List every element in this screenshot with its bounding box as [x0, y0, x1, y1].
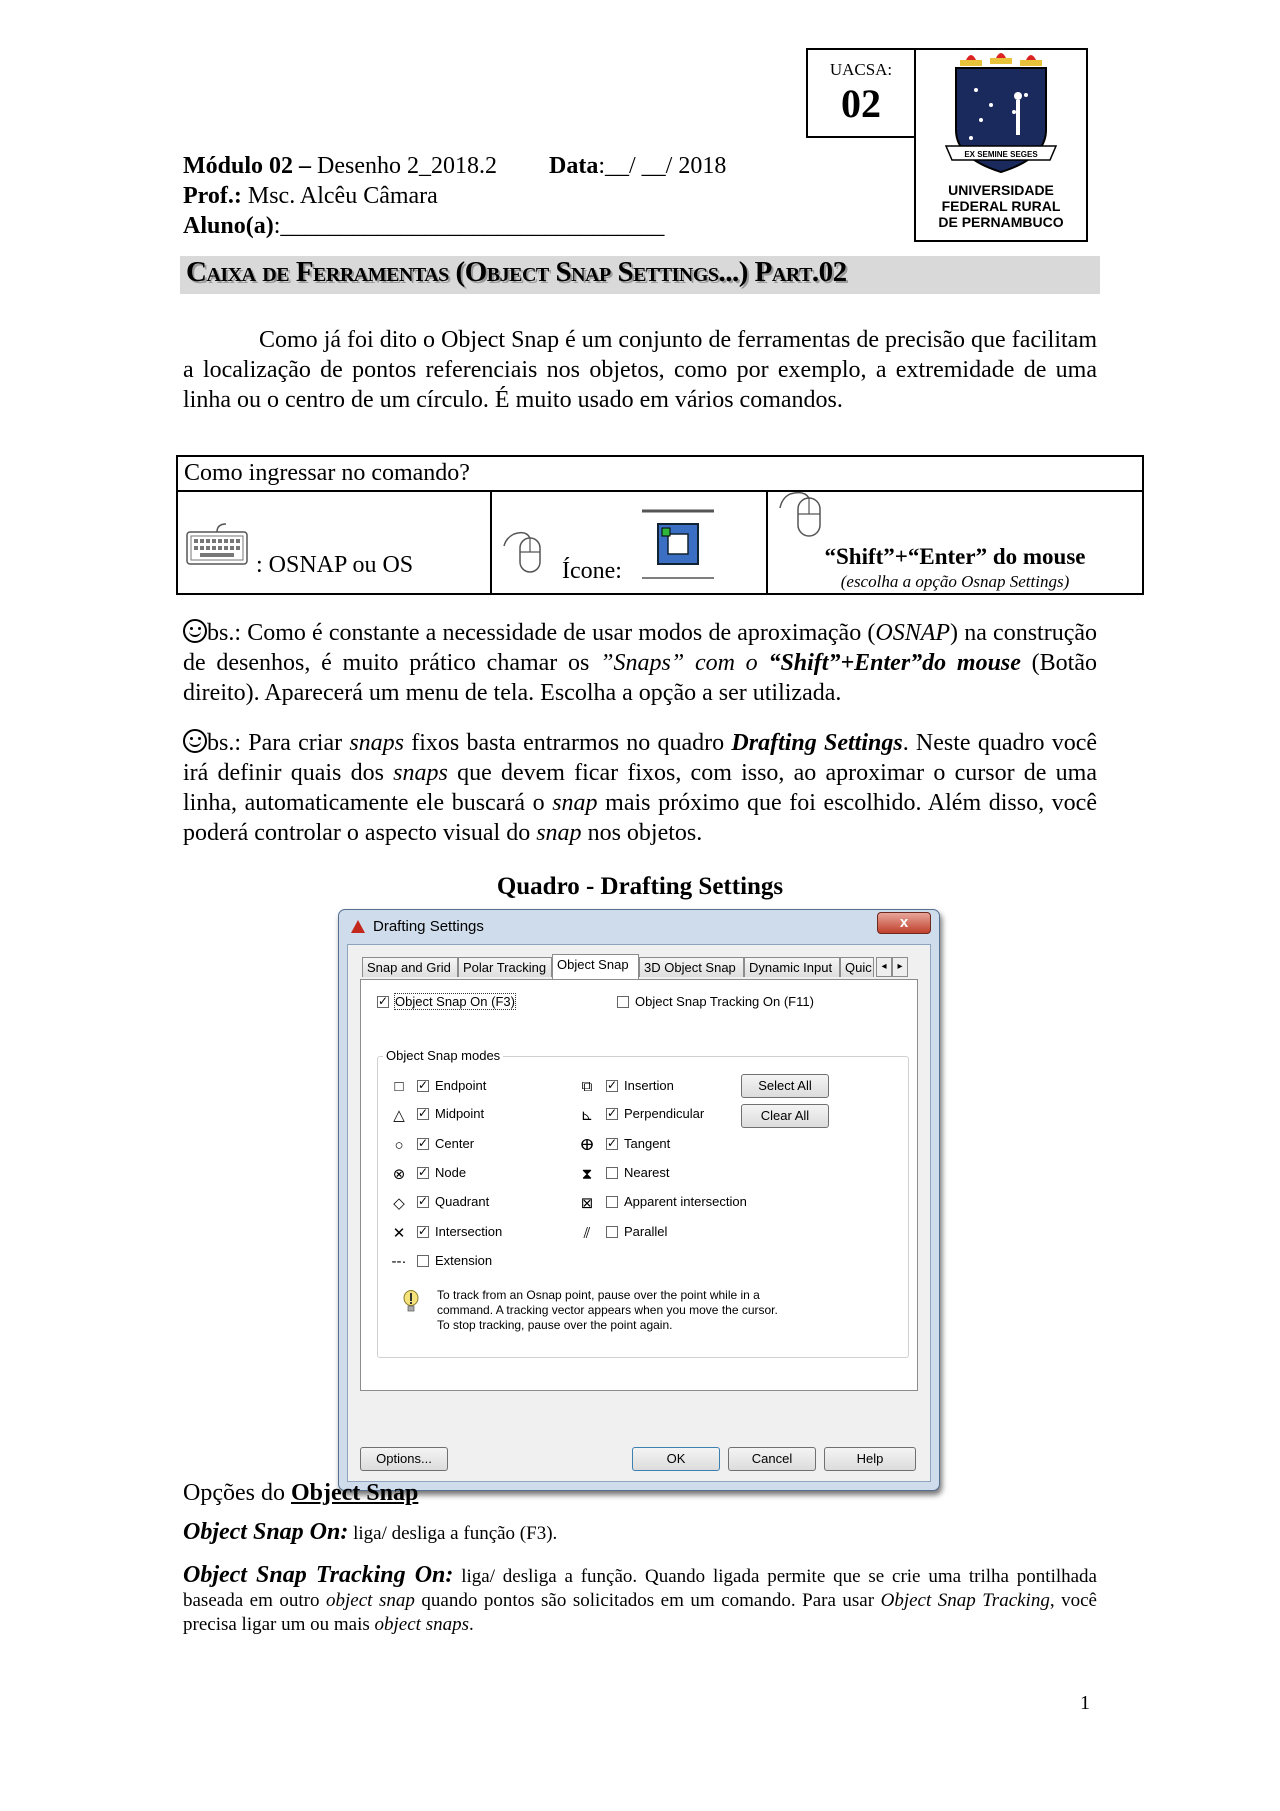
- data-label: Data: [549, 153, 599, 179]
- obs-text: fixos basta entrarmos no quadro: [404, 730, 732, 756]
- mouse-icon: [776, 490, 828, 542]
- option-desc: .: [469, 1614, 474, 1635]
- option-desc: quando pontos são solicitados em um comando. Para usar: [414, 1590, 881, 1611]
- extension-label: Extension: [435, 1253, 493, 1268]
- tab-scroll-right-icon[interactable]: ▸: [892, 957, 908, 977]
- option-emphasis: object snap: [326, 1590, 415, 1611]
- tab-polar-tracking[interactable]: Polar Tracking: [458, 957, 552, 977]
- tab-snap-and-grid[interactable]: Snap and Grid: [362, 957, 458, 977]
- obs-paragraph-2: [183, 728, 1097, 848]
- endpoint-label: Endpoint: [435, 1078, 487, 1093]
- object-snap-tracking-checkbox[interactable]: [617, 996, 629, 1008]
- options-heading-prefix: Opções do: [183, 1480, 291, 1506]
- parallel-label: Parallel: [624, 1224, 668, 1239]
- mouse-command-text: “Shift”+“Enter” do mouse: [824, 544, 1086, 569]
- intersection-label: Intersection: [435, 1224, 503, 1239]
- tracking-hint: [437, 1288, 837, 1333]
- smiley-icon: [183, 619, 207, 643]
- apparent-intersection-marker-icon: ⊠: [580, 1195, 594, 1212]
- mouse-cell: [768, 492, 1142, 593]
- option-object-snap-tracking: [183, 1563, 1097, 1637]
- node-marker-icon: ⊗: [392, 1166, 406, 1183]
- logo-text: [916, 182, 1086, 230]
- object-snap-settings-icon: [642, 508, 714, 580]
- tab-quick-properties[interactable]: Quic: [840, 957, 874, 977]
- obs-paragraph-1: [183, 618, 1097, 708]
- obs-prefix: bs.:: [207, 620, 242, 646]
- help-button[interactable]: Help: [824, 1447, 916, 1471]
- smiley-icon: [183, 729, 207, 753]
- parallel-checkbox[interactable]: [606, 1226, 618, 1238]
- midpoint-checkbox[interactable]: [417, 1108, 429, 1120]
- select-all-button[interactable]: Select All: [741, 1074, 829, 1098]
- logo-ribbon-text: EX SEMINE SEGES: [964, 150, 1038, 159]
- intersection-checkbox[interactable]: [417, 1226, 429, 1238]
- obs-emphasis: snap: [552, 790, 598, 816]
- prof-value: Msc. Alcêu Câmara: [241, 183, 438, 209]
- aluno-value: :________________________________: [273, 213, 665, 239]
- obs-text: mais próximo que foi escolhido. Além disso, você poderá controlar o aspecto visual do: [183, 790, 1097, 846]
- nearest-label: Nearest: [624, 1165, 670, 1180]
- insertion-checkbox[interactable]: [606, 1080, 618, 1092]
- option-desc: liga/ desliga a função. Quando ligada permite que se crie uma trilha pontilhada baseada em outro: [183, 1566, 1097, 1611]
- mouse-icon: [502, 530, 548, 580]
- option-object-snap-on: [183, 1520, 1097, 1546]
- endpoint-marker-icon: □: [394, 1078, 404, 1095]
- dialog-title: Drafting Settings: [373, 918, 484, 935]
- prof-line: [183, 183, 438, 210]
- node-label: Node: [435, 1165, 467, 1180]
- cancel-button[interactable]: Cancel: [728, 1447, 816, 1471]
- keyboard-icon: [186, 522, 248, 566]
- aluno-label: Aluno(a): [183, 213, 274, 239]
- ok-button[interactable]: OK: [632, 1447, 720, 1471]
- options-button[interactable]: Options...: [360, 1447, 448, 1471]
- quadrant-checkbox[interactable]: [417, 1196, 429, 1208]
- module-line: [183, 153, 726, 180]
- keyboard-command-text: : OSNAP ou OS: [256, 552, 414, 578]
- apparent-intersection-checkbox[interactable]: [606, 1196, 618, 1208]
- nearest-marker-icon: ⧗: [581, 1166, 593, 1183]
- drafting-settings-dialog: [338, 909, 940, 1491]
- object-snap-on-checkbox[interactable]: [377, 996, 389, 1008]
- node-checkbox[interactable]: [417, 1167, 429, 1179]
- logo-line: DE PERNAMBUCO: [938, 214, 1064, 230]
- obs-prefix: bs.:: [207, 730, 242, 756]
- icon-cell: [492, 492, 768, 593]
- option-term: Object Snap On:: [183, 1519, 349, 1545]
- clear-all-button[interactable]: Clear All: [741, 1104, 829, 1128]
- command-table: [176, 455, 1144, 595]
- tab-object-snap[interactable]: Object Snap: [552, 954, 639, 979]
- intro-paragraph: Como já foi dito o Object Snap é um conjunto de ferramentas de precisão que facilitam a localização de pontos referenciais nos objetos, como por exemplo, a extremidade de uma linha ou o centro de um círculo. É muito usado em vários comandos.: [183, 327, 1097, 413]
- obs-emphasis: ”Snaps” com o: [600, 650, 769, 676]
- modulo-label: Módulo 02 –: [183, 153, 312, 179]
- tangent-marker-icon: ⴲ: [580, 1137, 594, 1154]
- object-snap-on-label: Object Snap On (F3): [395, 994, 515, 1009]
- obs-text: . Neste quadro você irá definir quais dos: [183, 730, 1098, 786]
- logo-line: FEDERAL RURAL: [941, 198, 1061, 214]
- extension-marker-icon: --·: [391, 1253, 407, 1270]
- center-checkbox[interactable]: [417, 1138, 429, 1150]
- option-emphasis: Object Snap Tracking: [880, 1590, 1050, 1611]
- option-desc: , você precisa ligar um ou mais: [183, 1590, 1097, 1635]
- university-crest-icon: [916, 50, 1086, 180]
- uacsa-number: 02: [841, 81, 881, 126]
- icon-command-text: Ícone:: [562, 558, 622, 584]
- page-number: 1: [1080, 1692, 1090, 1714]
- hint-line: command. A tracking vector appears when you move the cursor.: [437, 1303, 778, 1317]
- close-button[interactable]: x: [877, 912, 931, 934]
- options-heading: [183, 1480, 418, 1507]
- parallel-marker-icon: ⫽: [583, 1225, 591, 1242]
- uacsa-box: [806, 48, 916, 138]
- command-table-heading: Como ingressar no comando?: [178, 457, 1142, 492]
- lightbulb-icon: [403, 1290, 419, 1314]
- insertion-marker-icon: ⧉: [581, 1078, 593, 1095]
- uacsa-label: UACSA:: [829, 60, 893, 79]
- obs-text: ) na construção de desenhos, é muito prático chamar os: [183, 620, 1097, 676]
- endpoint-checkbox[interactable]: [417, 1080, 429, 1092]
- option-term: Object Snap Tracking On:: [183, 1562, 454, 1588]
- prof-label: Prof.:: [183, 183, 242, 209]
- autocad-app-icon: [351, 920, 365, 933]
- mouse-command-note: (escolha a opção Osnap Settings): [840, 572, 1070, 591]
- obs-emphasis: OSNAP: [875, 620, 951, 646]
- option-desc: liga/ desliga a função (F3).: [348, 1523, 558, 1544]
- logo-line: UNIVERSIDADE: [948, 182, 1054, 198]
- tangent-checkbox[interactable]: [606, 1138, 618, 1150]
- page-title: Caixa de Ferramentas (Object Snap Settings...) Part.02: [186, 256, 847, 288]
- quadrant-label: Quadrant: [435, 1194, 490, 1209]
- options-heading-title: Object Snap: [290, 1480, 419, 1506]
- center-label: Center: [435, 1136, 475, 1151]
- object-snap-modes-label: Object Snap modes: [383, 1048, 503, 1063]
- obs-text: (Botão direito). Aparecerá um menu de tela. Escolha a opção a ser utilizada.: [183, 650, 1097, 706]
- perpendicular-checkbox[interactable]: [606, 1108, 618, 1120]
- perpendicular-marker-icon: ⊾: [580, 1107, 594, 1124]
- midpoint-marker-icon: △: [393, 1107, 405, 1124]
- hint-line: To track from an Osnap point, pause over the point while in a: [437, 1288, 760, 1302]
- center-marker-icon: ○: [394, 1137, 404, 1154]
- object-snap-tracking-label: Object Snap Tracking On (F11): [635, 994, 814, 1009]
- insertion-label: Insertion: [624, 1078, 674, 1093]
- obs-text: nos objetos.: [581, 820, 703, 846]
- option-emphasis: object snaps: [374, 1614, 469, 1635]
- university-logo: [914, 48, 1088, 242]
- tangent-label: Tangent: [624, 1136, 671, 1151]
- aluno-line: [183, 213, 664, 240]
- dialog-body: [347, 944, 931, 1482]
- perpendicular-label: Perpendicular: [624, 1106, 705, 1121]
- extension-checkbox[interactable]: [417, 1255, 429, 1267]
- obs-strong-emphasis: Drafting Settings: [731, 730, 903, 756]
- obs-emphasis: snaps: [393, 760, 448, 786]
- hint-line: To stop tracking, pause over the point again.: [437, 1318, 673, 1332]
- nearest-checkbox[interactable]: [606, 1167, 618, 1179]
- data-value: :__/ __/ 2018: [598, 153, 727, 179]
- tab-dynamic-input[interactable]: Dynamic Input: [744, 957, 840, 977]
- obs-strong-emphasis: “Shift”+Enter”do mouse: [768, 650, 1021, 676]
- tab-3d-object-snap[interactable]: 3D Object Snap: [639, 957, 744, 977]
- intersection-marker-icon: ✕: [392, 1225, 406, 1242]
- object-snap-panel: [360, 979, 918, 1391]
- tab-scroll-left-icon[interactable]: ◂: [876, 957, 892, 977]
- keyboard-cell: [178, 492, 492, 593]
- obs-text: Para criar: [241, 730, 350, 756]
- obs-emphasis: snap: [536, 820, 582, 846]
- quadrant-marker-icon: ◇: [393, 1195, 405, 1212]
- midpoint-label: Midpoint: [435, 1106, 485, 1121]
- figure-title: Quadro - Drafting Settings: [496, 873, 784, 900]
- obs-emphasis: snaps: [349, 730, 405, 756]
- obs-text: que devem ficar fixos, com isso, ao aproximar o cursor de uma linha, automaticamente ele buscará o: [183, 760, 1097, 816]
- apparent-intersection-label: Apparent intersection: [624, 1194, 747, 1209]
- modulo-value: Desenho 2_2018.2: [311, 153, 497, 179]
- obs-text: Como é constante a necessidade de usar modos de aproximação (: [241, 620, 876, 646]
